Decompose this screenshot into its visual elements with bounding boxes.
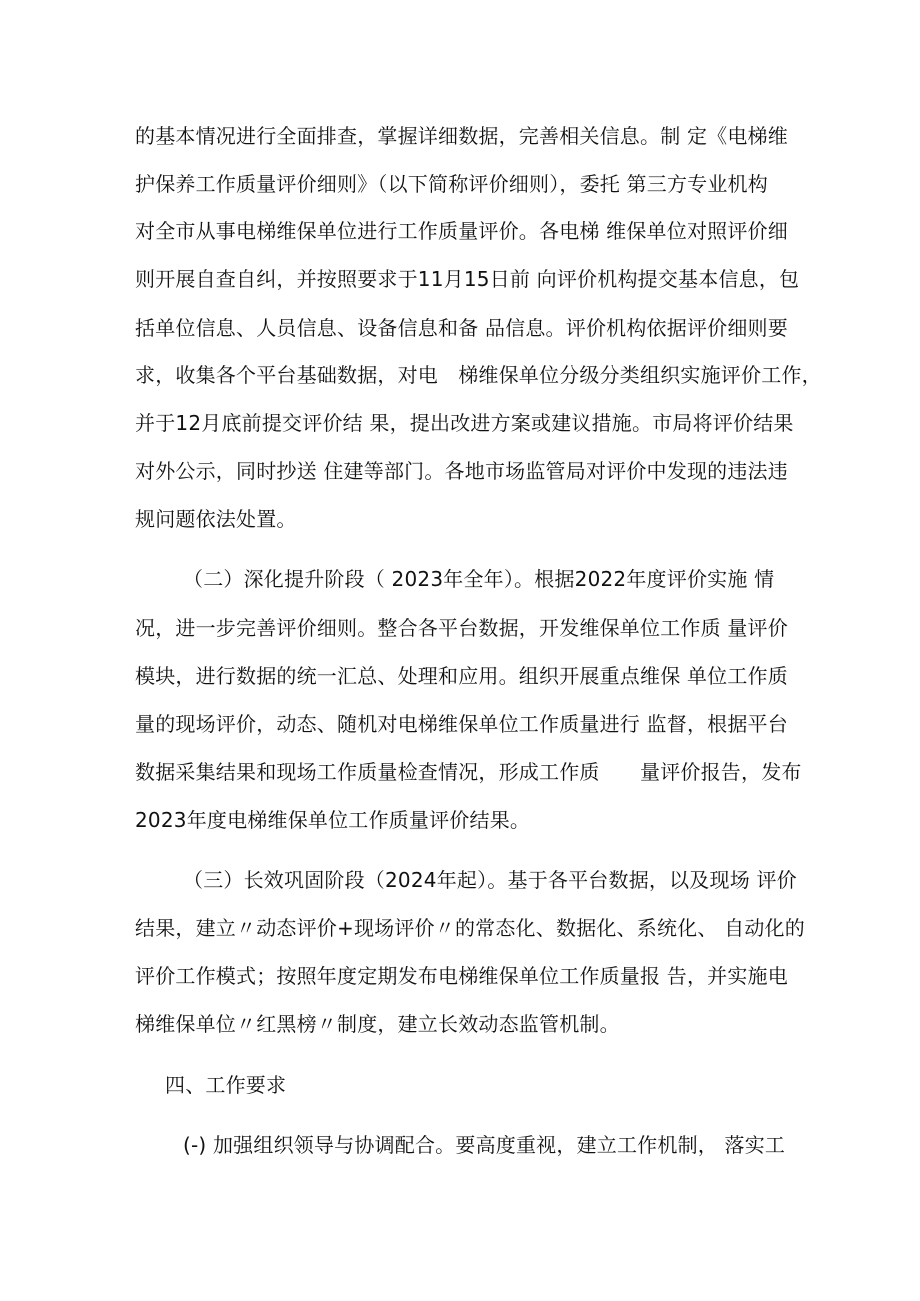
- paragraph-line: 梯维保单位〃红黑榜〃制度，建立长效动态监管机制。: [135, 1012, 620, 1036]
- paragraph-line: 护保养工作质量评价细则》（以下简称评价细则），委托 第三方专业机构: [135, 172, 768, 196]
- paragraph-line: 括单位信息、人员信息、设备信息和备 品信息。评价机构依据评价细则要: [135, 316, 788, 340]
- paragraph-line: 并于12月底前提交评价结 果，提出改进方案或建议措施。市局将评价结果: [135, 411, 794, 435]
- paragraph-line: 规问题依法处置。: [135, 507, 297, 531]
- paragraph-line: 对外公示，同时抄送 住建等部门。各地市场监管局对评价中发现的违法违: [135, 459, 788, 483]
- section-three-heading-line: （三）长效巩固阶段（2024年起）。基于各平台数据，以及现场 评价: [183, 868, 797, 892]
- paragraph-line: 量的现场评价，动态、随机对电梯维保单位工作质量进行 监督，根据平台: [135, 712, 788, 736]
- paragraph-line: 2023年度电梯维保单位工作质量评价结果。: [135, 808, 531, 832]
- paragraph-line: 求，收集各个平台基础数据，对电 梯维保单位分级分类组织实施评价工作，: [135, 363, 822, 387]
- paragraph-line: 的基本情况进行全面排查，掌握详细数据，完善相关信息。制 定《电梯维: [135, 124, 788, 148]
- section-four-title: 四、工作要求: [165, 1073, 287, 1097]
- paragraph-line: 对全市从事电梯维保单位进行工作质量评价。各电梯 维保单位对照评价细: [135, 219, 788, 243]
- paragraph-line: 况，进一步完善评价细则。整合各平台数据，开发维保单位工作质 量评价: [135, 616, 788, 640]
- subsection-one-heading-line: (-) 加强组织领导与协调配合。要高度重视，建立工作机制， 落实工: [183, 1133, 786, 1157]
- section-two-heading-line: （二）深化提升阶段（ 2023年全年）。根据2022年度评价实施 情: [183, 567, 775, 591]
- paragraph-line: 结果，建立〃动态评价+现场评价〃的常态化、数据化、系统化、 自动化的: [135, 916, 805, 940]
- paragraph-line: 数据采集结果和现场工作质量检查情况，形成工作质 量评价报告，发布: [135, 760, 802, 784]
- paragraph-line: 模块，进行数据的统一汇总、处理和应用。组织开展重点维保 单位工作质: [135, 664, 788, 688]
- paragraph-line: 则开展自查自纠，并按照要求于11月15日前 向评价机构提交基本信息，包: [135, 267, 800, 291]
- paragraph-line: 评价工作模式；按照年度定期发布电梯维保单位工作质量报 告，并实施电: [135, 964, 788, 988]
